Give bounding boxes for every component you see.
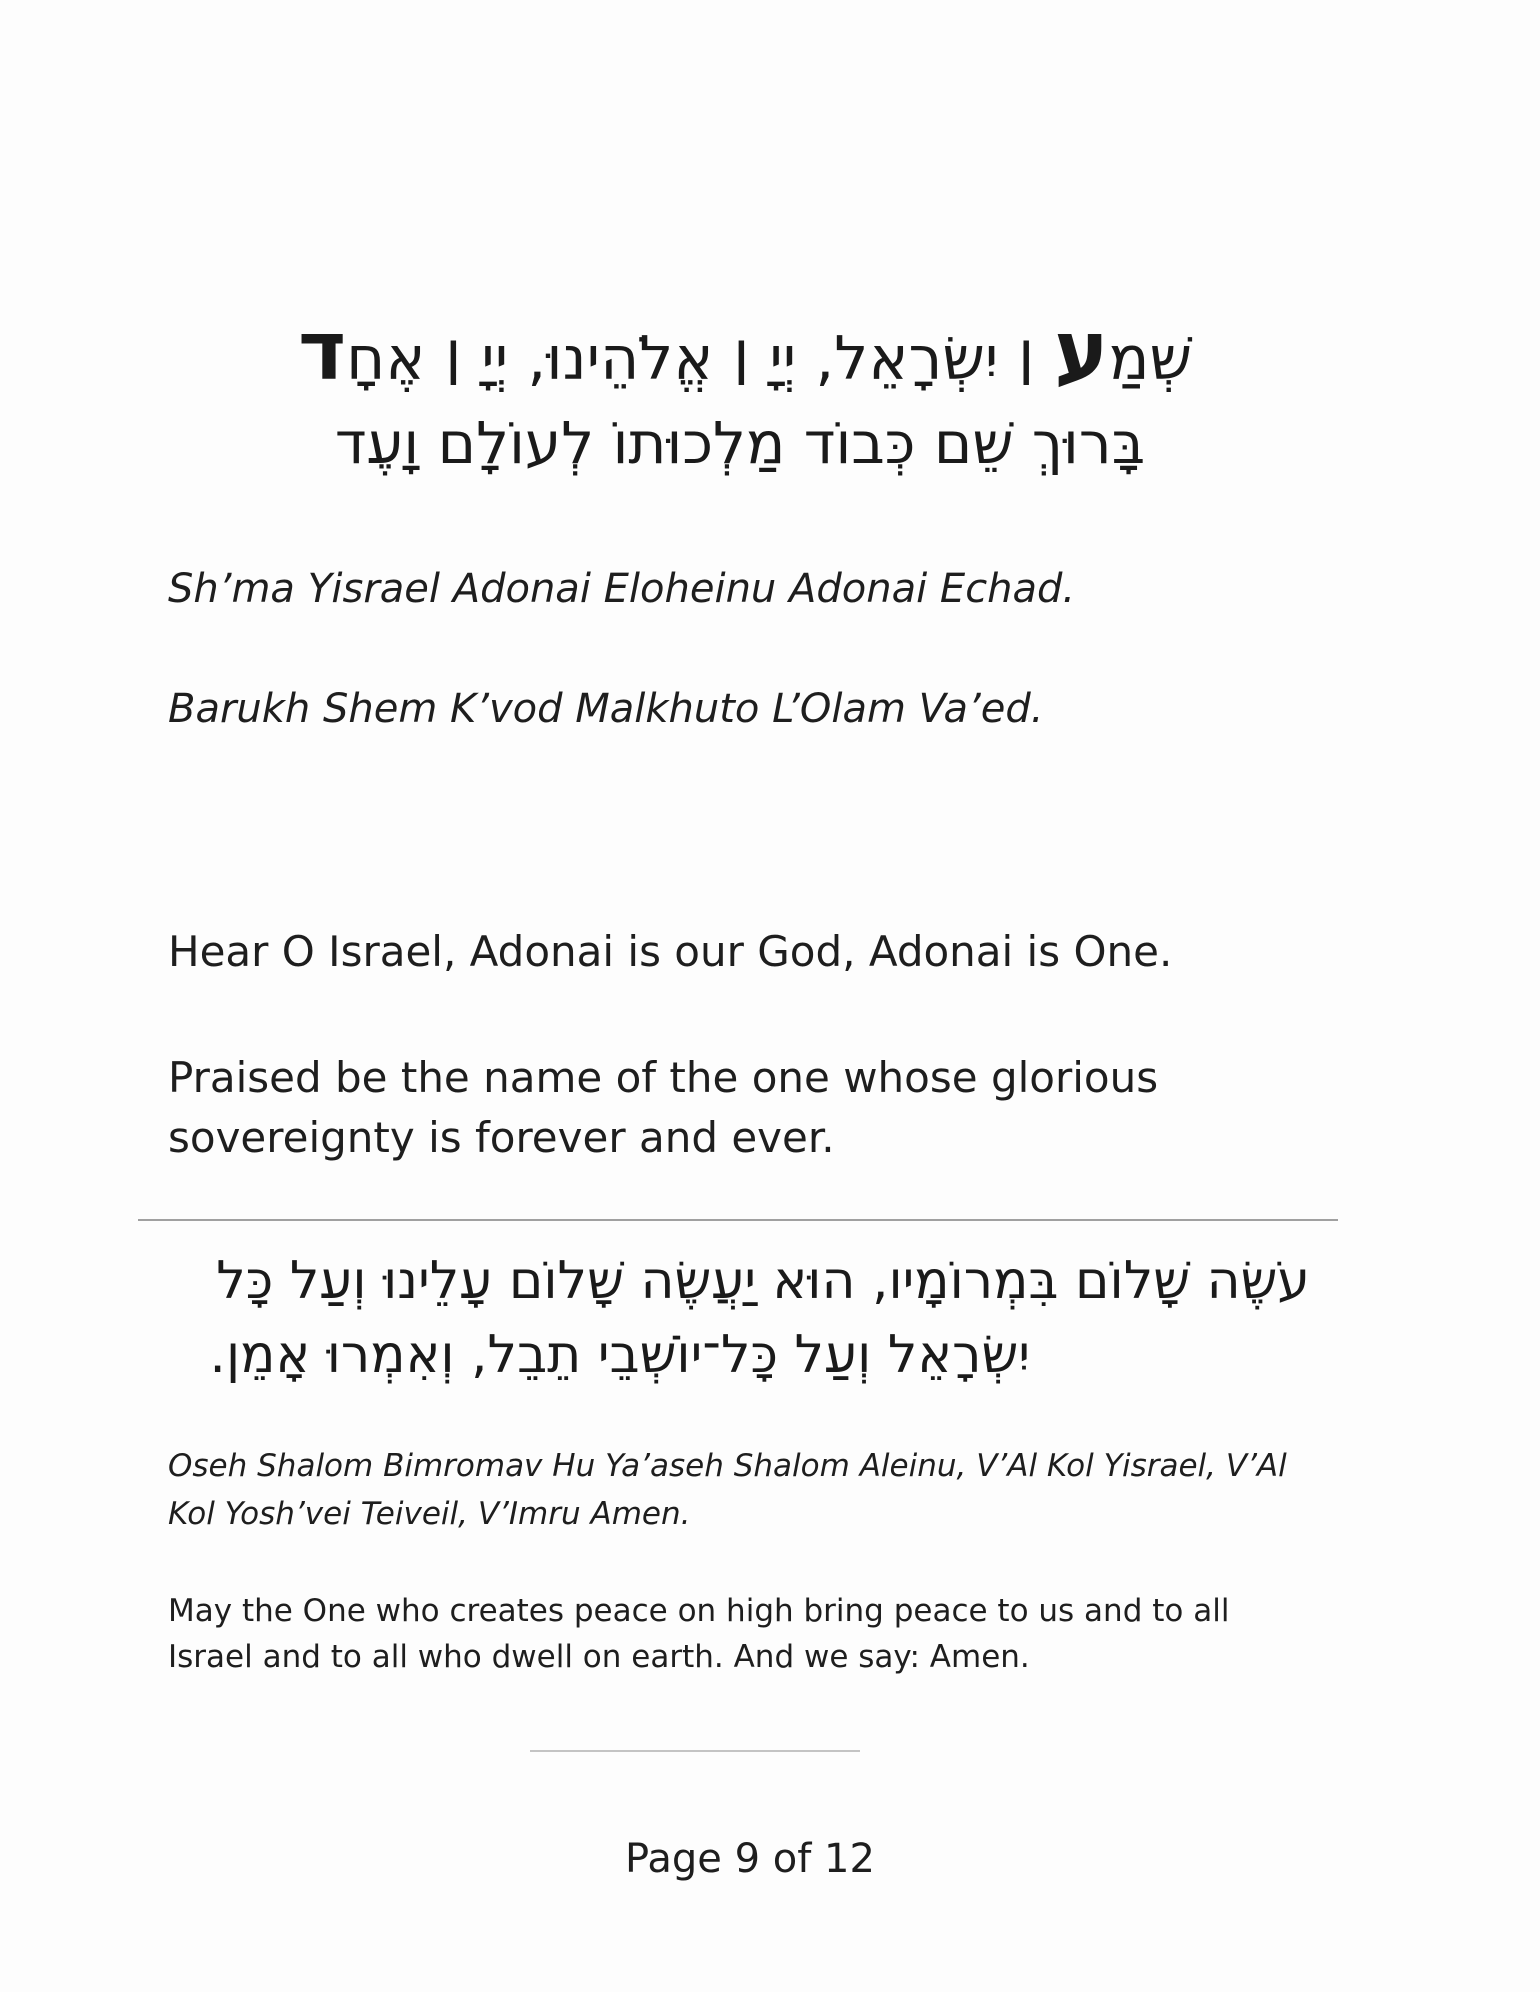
footer-divider [530,1750,860,1752]
shema-transliteration-2: Barukh Shem K’vod Malkhuto L’Olam Va’ed. [168,686,1044,732]
shema-hebrew-line-2: בָּרוּךְ שֵׁם כְּבוֹד מַלְכוּתוֹ לְעוֹלָם וָעֶד [334,409,1146,477]
shema-hebrew-middle: ׀ יִשְׂרָאֵל, יְיָ ׀ אֱלֹהֵינוּ, יְיָ ׀ אֶחָ [346,324,1055,394]
oseh-shalom-hebrew-line-1: עֹשֶׂה שָׁלוֹם בִּמְרוֹמָיו, הוּא יַעֲשֶׂה שָׁלוֹם עָלֵינוּ וְעַל כָּל [216,1251,1310,1311]
section-divider [138,1219,1338,1221]
shema-big-dalet: ד [297,304,347,399]
shema-english-1: Hear O Israel, Adonai is our God, Adonai is One. [168,927,1173,976]
oseh-shalom-transliteration: Oseh Shalom Bimromav Hu Ya’aseh Shalom Aleinu, V’Al Kol Yisrael, V’Al Kol Yosh’vei Teiveil, V’Imru Amen. [168,1448,1287,1532]
shema-english-2: Praised be the name of the one whose glorious sovereignty is forever and ever. [168,1053,1159,1162]
shema-transliteration-1: Sh’ma Yisrael Adonai Eloheinu Adonai Echad. [168,566,1076,612]
oseh-shalom-english: May the One who creates peace on high bring peace to us and to all Israel and to all who dwell on earth. And we say: Amen. [168,1593,1230,1675]
oseh-shalom-hebrew-line-2: יִשְׂרָאֵל וְעַל כָּל־יוֹשְׁבֵי תֵבֵל, וְאִמְרוּ אָמֵן. [209,1325,1030,1385]
shema-hebrew-line-1 [270,304,1220,399]
page-number-label: Page 9 of 12 [625,1836,875,1882]
shema-hebrew-lead: שְׁמַ [1108,324,1193,394]
shema-big-ayin: ע [1054,304,1109,399]
page-number [0,1836,1540,1882]
